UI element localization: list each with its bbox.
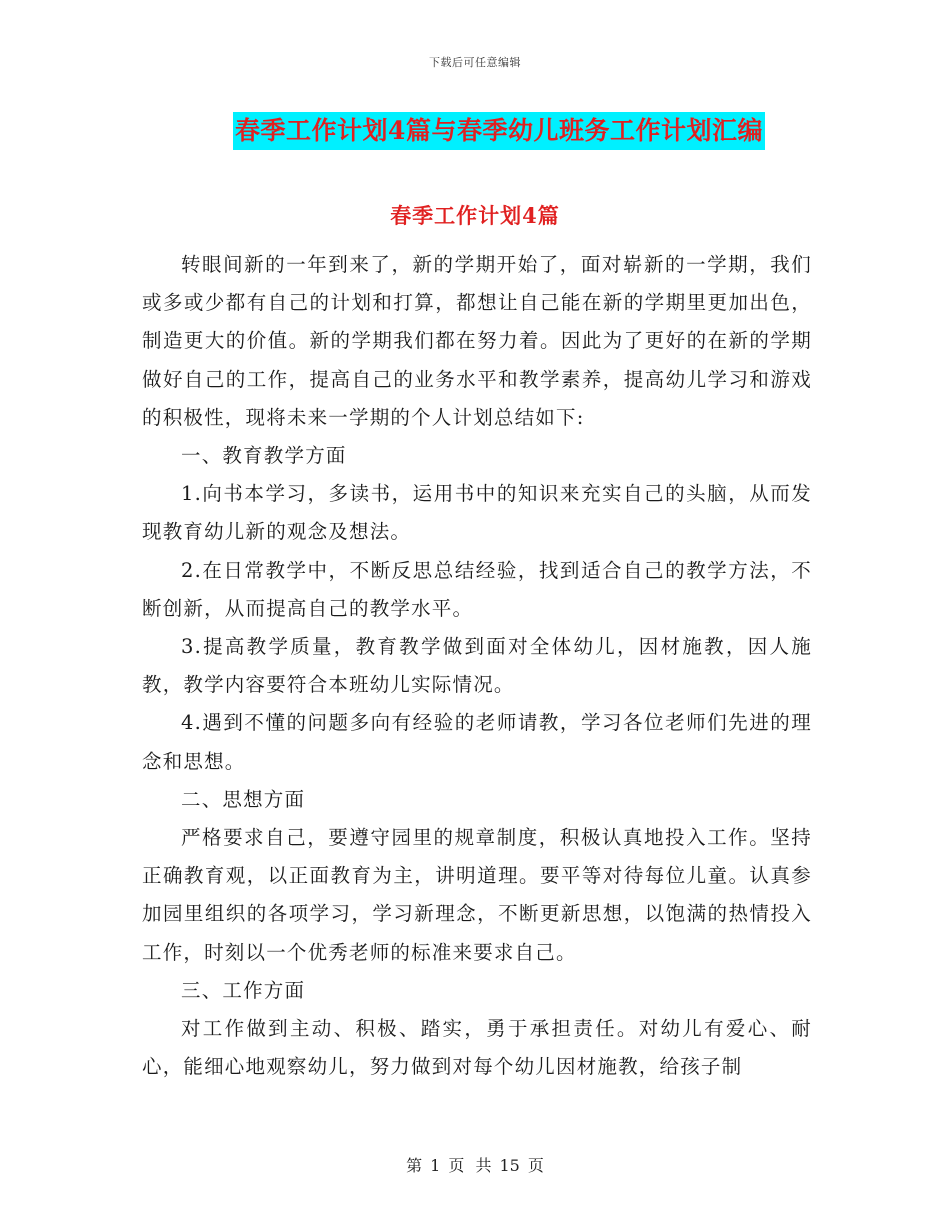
paragraph: 4.遇到不懂的问题多向有经验的老师请教，学习各位老师们先进的理念和思想。 [142, 711, 812, 773]
paragraph: 严格要求自己，要遵守园里的规章制度，积极认真地投入工作。坚持正确教育观，以正面教育为主，讲明道理。要平等对待每位儿童。认真参加园里组织的各项学习，学习新理念，不断更新思想，以饱满的热情投入工作，时刻以一个优秀老师的标准来要求自己。 [142, 826, 812, 964]
page-footer [0, 1153, 950, 1176]
paragraph: 对工作做到主动、积极、踏实，勇于承担责任。对幼儿有爱心、耐心，能细心地观察幼儿，努力做到对每个幼儿因材施教，给孩子制 [142, 1017, 812, 1079]
paragraph: 一、教育教学方面 [181, 444, 347, 468]
paragraph: 转眼间新的一年到来了，新的学期开始了，面对崭新的一学期，我们或多或少都有自己的计划和打算，都想让自己能在新的学期里更加出色，制造更大的价值。新的学期我们都在努力着。因此为了更好的在新的学期做好自己的工作，提高自己的业务水平和教学素养，提高幼儿学习和游戏的积极性，现将未来一学期的个人计划总结如下: [142, 253, 812, 429]
current-page-number: 1 [430, 1156, 441, 1175]
footer-suffix: 页 [527, 1156, 544, 1175]
footer-prefix: 第 [406, 1156, 423, 1175]
footer-middle: 页 共 [448, 1156, 492, 1175]
paragraph: 1.向书本学习，多读书，运用书中的知识来充实自己的头脑，从而发现教育幼儿新的观念及想法。 [142, 482, 812, 544]
paragraph: 三、工作方面 [181, 978, 306, 1002]
total-page-count: 15 [499, 1156, 520, 1175]
paragraph: 2.在日常教学中，不断反思总结经验，找到适合自己的教学方法，不断创新，从而提高自己的教学水平。 [142, 558, 812, 620]
paragraph: 3.提高教学质量，教育教学做到面对全体幼儿，因材施教，因人施教，教学内容要符合本班幼儿实际情况。 [142, 635, 812, 697]
section-title: 春季工作计划4篇 [390, 203, 560, 228]
document-title: 春季工作计划4篇与春季幼儿班务工作计划汇编 [233, 112, 765, 150]
header-note: 下载后可任意编辑 [429, 56, 521, 69]
paragraph: 二、思想方面 [181, 787, 306, 811]
document-body [142, 246, 812, 1086]
title-container [0, 112, 950, 150]
